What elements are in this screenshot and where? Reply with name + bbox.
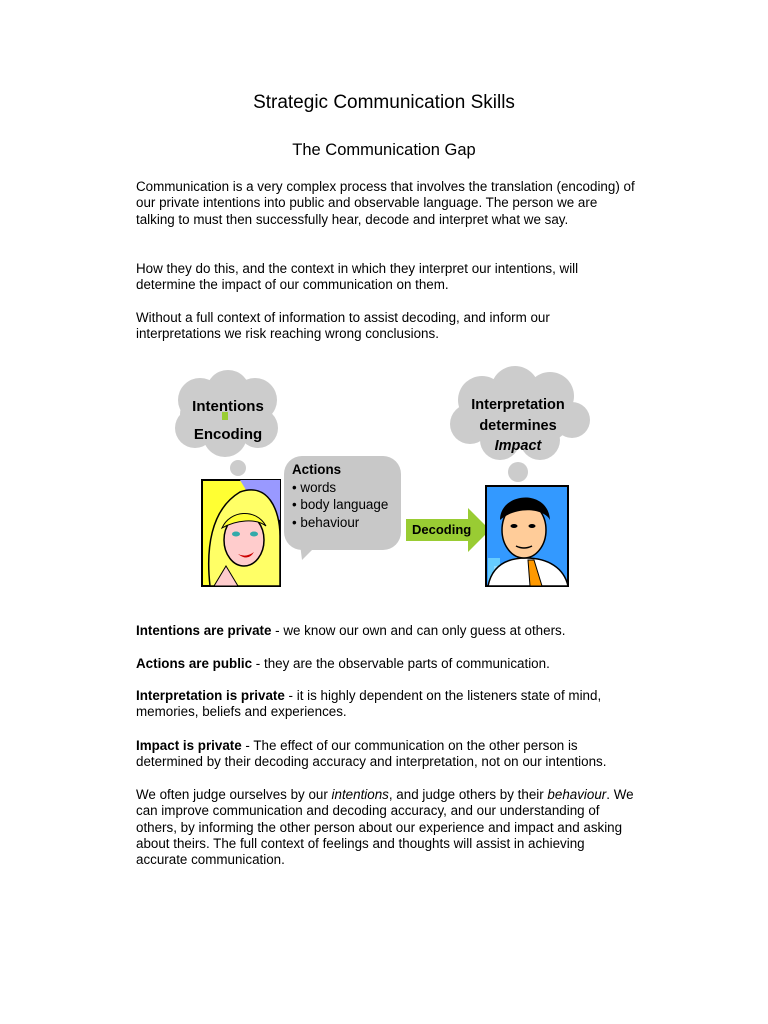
point-impact-text: - The effect of our communication on the other person is determined by their decoding accuracy and interpretation, not on our intentions. [136,738,607,770]
point-actions-text: - they are the observable parts of communication. [252,656,550,671]
interpretation-cloud-text [458,395,578,457]
encoding-label: Encoding [193,426,263,443]
actions-item-words: • words [292,479,337,495]
closing-part-3: . We can improve communication and decoding accuracy, and our understanding of others, by informing the other person about our experience and impact and asking about theirs. The full context of feelings and thoughts will assist in achieving accurate communication. [136,787,634,868]
closing-part-1: We often judge ourselves by our [136,787,332,802]
page-title: Strategic Communication Skills [253,92,515,113]
actions-item-behaviour: • behaviour [292,514,360,530]
point-interpretation-bold: Interpretation is private [136,688,285,703]
point-intentions-text: - we know our own and can only guess at others. [271,623,566,638]
woman-portrait [202,480,280,586]
decoding-label: Decoding [412,522,472,537]
point-intentions [136,623,636,639]
closing-em-intentions: intentions [331,787,389,802]
intro-paragraph-3: Without a full context of information to assist decoding, and inform our interpretations we risk reaching wrong conclusions. [136,310,550,342]
actions-item-body-language: • body language [292,497,389,512]
point-impact [136,738,636,771]
closing-em-behaviour: behaviour [547,787,607,802]
actions-heading: Actions [292,462,342,477]
communication-gap-diagram [0,360,768,600]
point-actions-bold: Actions are public [136,656,253,671]
intentions-label: Intentions [192,398,264,415]
intro-paragraph-2: How they do this, and the context in which they interpret our intentions, will determine the impact of our communication on them. [136,261,579,293]
closing-paragraph [136,787,636,868]
closing-part-2: , and judge others by their [388,787,548,802]
actions-bubble-text [292,461,400,531]
man-portrait [486,486,568,586]
interpretation-label: Interpretation [471,397,565,413]
page-subtitle: The Communication Gap [292,141,476,159]
point-actions [136,656,636,672]
point-interpretation [136,688,636,721]
intro-paragraph-1: Communication is a very complex process that involves the translation (encoding) of our private intentions into public and observable language. The person we are talking to must then successfully hear, decode and interpret what we say. [136,179,635,227]
point-interpretation-text: - it is highly dependent on the listeners state of mind, memories, beliefs and experiences. [136,688,602,720]
intentions-cloud-text [178,393,278,449]
impact-label: Impact [494,438,542,454]
determines-label: determines [479,417,557,434]
point-impact-bold: Impact is private [136,738,242,753]
point-intentions-bold: Intentions are private [136,623,272,638]
